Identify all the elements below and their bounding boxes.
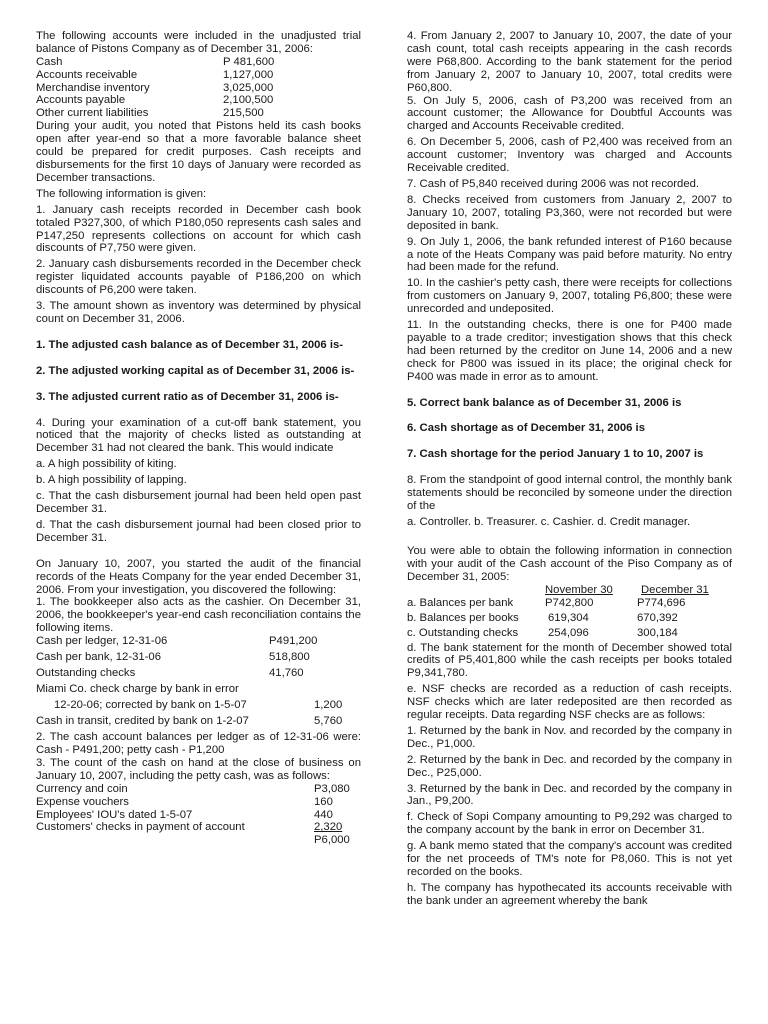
- answer-option: c. That the cash disbursement journal had been held open past December 31.: [36, 490, 361, 516]
- heats-item: 7. Cash of P5,840 received during 2006 was not recorded.: [407, 177, 700, 190]
- recon-row: Cash in transit, credited by bank on 1-2-07 5,760: [36, 715, 343, 728]
- heats-item: 1. The bookkeeper also acts as the cashier. On December 31, 2006, the bookkeeper's year-end cash reconciliation contains the following items.: [36, 596, 361, 635]
- answer-options: a. Controller. b. Treasurer. c. Cashier. d. Credit manager.: [407, 516, 691, 528]
- pistons-intro: The following accounts were included in the unadjusted trial balance of Pistons Company as of December 31, 2006:: [36, 30, 361, 55]
- recon-row: Cash per ledger, 12-31-06 P491,200: [36, 635, 318, 648]
- nsf-item: 2. Returned by the bank in Dec. and recorded by the company in Dec., P25,000.: [407, 753, 732, 779]
- piso-item: h. The company has hypothecated its accounts receivable with the bank under an agreement whereby the bank: [407, 881, 732, 907]
- info-item: 1. January cash receipts recorded in December cash book totaled P327,300, of which P180,050 represents cash sales and P147,250 represents collections on account for which cash discounts of P7,750 were given.: [36, 203, 361, 255]
- count-total: P6,000: [314, 834, 350, 847]
- account-row: Cash P 481,600: [36, 55, 275, 68]
- piso-intro: You were able to obtain the following information in connection with your audit of the Cash account of the Piso Company as of December 31, 2005:: [407, 544, 732, 583]
- question: 4. During your examination of a cut-off bank statement, you noticed that the majority of checks listed as outstanding at December 31 had not cleared the bank. This would indicate: [36, 416, 361, 455]
- piso-item: d. The bank statement for the month of December showed total credits of P5,401,800 while the cash receipts per books totaled P9,341,780.: [407, 641, 732, 680]
- piso-table-header: [407, 584, 732, 597]
- heats-item: 9. On July 1, 2006, the bank refunded interest of P160 because a note of the Heats Company was paid before maturity. No entry had been made for the refund.: [407, 235, 732, 274]
- heats-intro: On January 10, 2007, you started the audit of the financial records of the Heats Company for the year ended December 31, 2006. From your investigation, you discovered the following:: [36, 557, 361, 596]
- nsf-item: 3. Returned by the bank in Dec. and recorded by the company in Jan., P9,200.: [407, 782, 732, 808]
- answer-option: b. A high possibility of lapping.: [36, 474, 187, 487]
- heats-item: 4. From January 2, 2007 to January 10, 2007, the date of your cash count, total cash receipts appearing in the cash records were P68,800. According to the bank statement for the period from January 2, 2007 to January 10, 2007, total credits were P60,800.: [407, 30, 732, 94]
- piso-table: [407, 584, 732, 642]
- right-column: [407, 30, 732, 908]
- left-column: [36, 30, 361, 847]
- question: 5. Correct bank balance as of December 31, 2006 is: [407, 396, 682, 409]
- question: 6. Cash shortage as of December 31, 2006 is: [407, 422, 645, 435]
- piso-table-row: a. Balances per bank P742,800 P774,696: [407, 596, 686, 609]
- recon-row: Miami Co. check charge by bank in error: [36, 683, 239, 696]
- accounts-list: [36, 56, 361, 120]
- piso-table-row: c. Outstanding checks 254,096 300,184: [407, 626, 678, 639]
- count-row: Employees' IOU's dated 1-5-07 440: [36, 808, 333, 821]
- answer-option: a. A high possibility of kiting.: [36, 458, 177, 471]
- account-row: Merchandise inventory 3,025,000: [36, 81, 274, 94]
- col-header-december: December 31: [641, 583, 709, 596]
- account-row: Accounts payable 2,100,500: [36, 94, 274, 107]
- answer-option: d. That the cash disbursement journal had been closed prior to December 31.: [36, 518, 361, 544]
- piso-item: f. Check of Sopi Company amounting to P9,292 was charged to the company account by the bank in error on December 31.: [407, 811, 732, 837]
- piso-item: e. NSF checks are recorded as a reduction of cash receipts. NSF checks which are later redeposited are then recorded as regular receipts. Data regarding NSF checks are as follows:: [407, 683, 732, 722]
- recon-row: 12-20-06; corrected by bank on 1-5-07 1,200: [54, 699, 343, 712]
- question: 3. The adjusted current ratio as of December 31, 2006 is-: [36, 390, 339, 403]
- count-row: Customers' checks in payment of account 2,320: [36, 821, 343, 834]
- heats-item: 10. In the cashier's petty cash, there were receipts for collections from customers on January 9, 2007, totaling P6,800; these were unrecorded and undeposited.: [407, 277, 732, 316]
- question: 2. The adjusted working capital as of December 31, 2006 is-: [36, 364, 355, 377]
- col-header-november: November 30: [545, 583, 613, 596]
- recon-row: Cash per bank, 12-31-06 518,800: [36, 651, 310, 664]
- count-row: Expense vouchers 160: [36, 795, 333, 808]
- heats-item: 8. Checks received from customers from January 2, 2007 to January 10, 2007, totaling P3,360, were not recorded but were deposited in bank.: [407, 193, 732, 232]
- question: 8. From the standpoint of good internal control, the monthly bank statements should be reconciled by someone under the direction of the: [407, 474, 732, 513]
- nsf-item: 1. Returned by the bank in Nov. and recorded by the company in Dec., P1,000.: [407, 724, 732, 750]
- account-row: Accounts receivable 1,127,000: [36, 68, 274, 81]
- info-item: 2. January cash disbursements recorded in the December check register liquidated accounts payable of P186,200 on which discounts of P6,200 were taken.: [36, 258, 361, 297]
- heats-item: 11. In the outstanding checks, there is one for P400 made payable to a trade creditor; investigation shows that this check had been returned by the creditor on June 14, 2006 and a new check for P800 was issued in its place; the original check for P400 was made in error as to amount.: [407, 319, 732, 383]
- audit-note: During your audit, you noted that Pistons held its cash books open after year-end so that a more favorable balance sheet could be prepared for credit purposes. Cash receipts and disbursements for the first 10 days of January were recorded as December transactions.: [36, 120, 361, 184]
- question: 7. Cash shortage for the period January 1 to 10, 2007 is: [407, 448, 704, 461]
- piso-table-row: b. Balances per books 619,304 670,392: [407, 611, 678, 624]
- heats-item: 2. The cash account balances per ledger as of 12-31-06 were: Cash - P491,200; petty cash - P1,200: [36, 731, 361, 757]
- heats-item: 3. The count of the cash on hand at the close of business on January 10, 2007, including the petty cash, was as follows:: [36, 756, 361, 782]
- count-row: Currency and coin P3,080: [36, 782, 350, 795]
- reconciliation-list: [36, 635, 361, 731]
- account-row: Other current liabilities 215,500: [36, 107, 264, 120]
- question: 1. The adjusted cash balance as of December 31, 2006 is-: [36, 338, 344, 351]
- info-given-label: The following information is given:: [36, 187, 207, 200]
- info-item: 3. The amount shown as inventory was determined by physical count on December 31, 2006.: [36, 300, 361, 325]
- heats-item: 5. On July 5, 2006, cash of P3,200 was received from an account customer; the Allowance for Doubtful Accounts was charged and Accounts Receivable credited.: [407, 94, 732, 133]
- cash-count-list: [36, 783, 361, 847]
- piso-item: g. A bank memo stated that the company's account was credited for the net proceeds of TM's note for P8,060. This is not yet recorded on the books.: [407, 840, 732, 879]
- recon-row: Outstanding checks 41,760: [36, 667, 304, 680]
- heats-item: 6. On December 5, 2006, cash of P2,400 was received from an account customer; Inventory was charged and Accounts Receivable credited.: [407, 136, 732, 175]
